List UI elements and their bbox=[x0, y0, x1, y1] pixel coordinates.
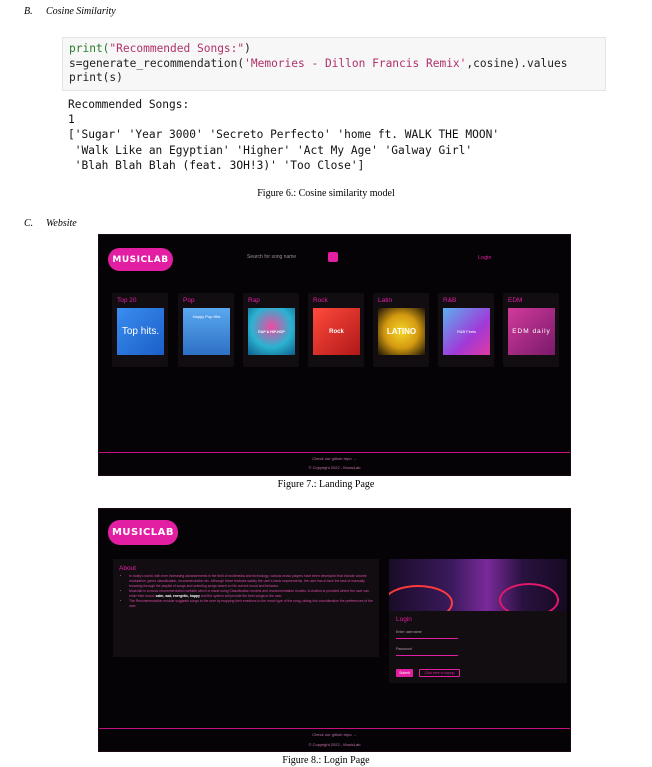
musiclab-logo[interactable]: MUSICLAB bbox=[108, 248, 173, 271]
login-link[interactable]: Login bbox=[478, 255, 492, 261]
genre-card-rock[interactable] bbox=[308, 293, 364, 367]
genre-label: Top 20 bbox=[117, 297, 137, 304]
musiclab-logo[interactable]: MUSICLAB bbox=[108, 520, 178, 545]
section-number: B. bbox=[24, 6, 33, 17]
about-title: About bbox=[119, 565, 136, 572]
code-song-arg: 'Memories - Dillon Francis Remix' bbox=[244, 56, 467, 70]
github-link[interactable]: Check our github repo → bbox=[312, 456, 357, 461]
section-title: Cosine Similarity bbox=[46, 6, 116, 17]
turntable-ring bbox=[389, 585, 453, 611]
dj-turntable-image bbox=[389, 559, 567, 611]
genre-label: R&B bbox=[443, 297, 457, 304]
genre-cover: LATINO bbox=[378, 308, 425, 355]
genre-card-rap[interactable] bbox=[243, 293, 299, 367]
genre-cover: R&B Feels bbox=[443, 308, 490, 355]
output-count: 1 bbox=[68, 113, 75, 127]
genre-card-top20[interactable] bbox=[112, 293, 168, 367]
landing-page-screenshot bbox=[98, 234, 571, 476]
github-link[interactable]: Check our github repo → bbox=[312, 732, 357, 737]
output-line: 'Walk Like an Egyptian' 'Higher' 'Act My Age' 'Galway Girl' bbox=[68, 143, 473, 157]
search-button[interactable] bbox=[328, 252, 338, 262]
genre-label: Rap bbox=[248, 297, 260, 304]
output-line: 'Blah Blah Blah (feat. 3OH!3)' 'Too Close'] bbox=[68, 158, 365, 172]
login-title: Login bbox=[396, 616, 412, 623]
about-moods: calm, sad, energetic, happy bbox=[155, 594, 200, 598]
code-print-s: print(s) bbox=[69, 71, 123, 84]
genre-label: EDM bbox=[508, 297, 523, 304]
genre-cover: EDM daily bbox=[508, 308, 555, 355]
search-input[interactable]: Search for song name bbox=[247, 254, 297, 260]
footer-copyright: © Copyright 2022 - MusicLab bbox=[308, 465, 361, 470]
genre-card-pop[interactable] bbox=[178, 293, 234, 367]
about-panel bbox=[113, 559, 379, 657]
submit-button[interactable]: Submit bbox=[396, 669, 413, 677]
output-line: ['Sugar' 'Year 3000' 'Secreto Perfecto' 'home ft. WALK THE MOON' bbox=[68, 128, 500, 142]
password-field[interactable]: Password bbox=[396, 647, 458, 656]
section-heading-website bbox=[24, 218, 77, 229]
genre-cover: Rock bbox=[313, 308, 360, 355]
turntable-ring bbox=[499, 583, 559, 611]
login-panel bbox=[389, 611, 567, 683]
genre-card-edm[interactable] bbox=[503, 293, 559, 367]
code-string: "Recommended Songs:" bbox=[109, 42, 245, 55]
code-print-fn: print( bbox=[69, 42, 110, 55]
about-item: • In today's world, with ever increasing advancements in the field of multimedia and technology, various music players have been developed that include volume modulation, genre classification, recommendation etc. Although these features satisfy the user's basic requirements, the user has to face the task of manually browsing through the playlist of songs and selecting songs based on his current mood and behavior. bbox=[129, 574, 373, 589]
code-call: s=generate_recommendation( bbox=[69, 56, 245, 70]
genre-cover: Top hits. bbox=[117, 308, 164, 355]
username-field[interactable]: Enter username bbox=[396, 630, 458, 639]
about-item: • The Recommendation module suggests songs to the user by mapping their emotions to the mood type of the song, taking into consideration the preferences of the user. bbox=[129, 599, 373, 609]
section-title: Website bbox=[46, 218, 77, 229]
code-cell bbox=[62, 37, 606, 91]
genre-cover: RAP & HIP-HOP bbox=[248, 308, 295, 355]
about-item-text: Musiclab is a music recommendation website which is made using Classification models and recommendation models. A chatbot is provided where the user can enter their mood: bbox=[129, 589, 369, 598]
about-item-tail: and the system will provide the best songs to the user. bbox=[199, 594, 283, 598]
genre-label: Latin bbox=[378, 297, 393, 304]
code-call-tail: ,cosine).values bbox=[466, 56, 568, 70]
footer-divider bbox=[99, 728, 570, 729]
code-paren: ) bbox=[244, 42, 251, 55]
signup-button[interactable]: Click here to signup bbox=[419, 669, 460, 677]
genre-label: Pop bbox=[183, 297, 195, 304]
code-output bbox=[68, 97, 608, 173]
genre-cover: Happy Pop Hits bbox=[183, 308, 230, 355]
section-number: C. bbox=[24, 218, 34, 229]
login-page-screenshot bbox=[98, 508, 571, 752]
figure-caption: Figure 8.: Login Page bbox=[282, 755, 370, 766]
output-header: Recommended Songs: bbox=[68, 98, 190, 111]
genre-card-rnb[interactable] bbox=[438, 293, 494, 367]
about-item bbox=[129, 589, 373, 599]
figure-caption: Figure 7.: Landing Page bbox=[277, 479, 375, 490]
genre-card-latin[interactable] bbox=[373, 293, 429, 367]
footer-copyright: © Copyright 2022 - MusicLab bbox=[308, 742, 361, 747]
about-list bbox=[123, 574, 373, 609]
section-heading-cosine bbox=[24, 6, 116, 17]
footer-divider bbox=[99, 452, 570, 453]
genre-label: Rock bbox=[313, 297, 328, 304]
figure-caption: Figure 6.: Cosine similarity model bbox=[257, 188, 395, 199]
